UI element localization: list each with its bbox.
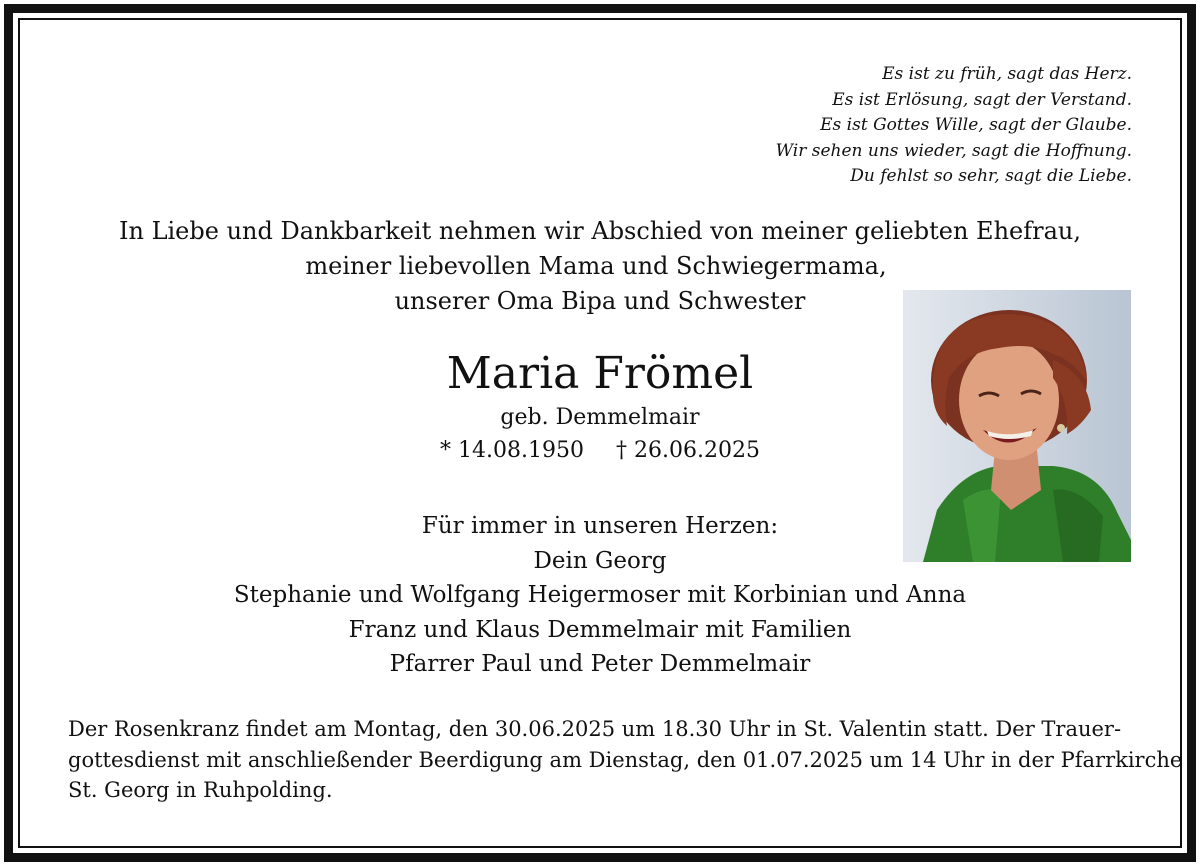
poem: [776, 62, 1132, 190]
poem-line: Es ist Gottes Wille, sagt der Glaube.: [820, 115, 1132, 135]
announcement-line: gottesdienst mit anschließender Beerdigung am Dienstag, den 01.07.2025 um 14 Uhr in der Pfarrkirche: [68, 747, 1183, 772]
poem-line: Wir sehen uns wieder, sagt die Hoffnung.: [775, 140, 1132, 161]
intro-line: unserer Oma Bipa und Schwester: [394, 287, 806, 315]
mourner-line: Dein Georg: [533, 547, 667, 574]
deceased-name: Maria Frömel: [446, 348, 754, 399]
poem-line: Du fehlst so sehr, sagt die Liebe.: [850, 166, 1132, 186]
death-date: † 26.06.2025: [616, 438, 760, 463]
poem-line: Es ist Erlösung, sagt der Verstand.: [832, 89, 1132, 110]
announcement-line: St. Georg in Ruhpolding.: [68, 778, 333, 802]
maiden-name: geb. Demmelmair: [500, 405, 700, 430]
mourner-line: Pfarrer Paul und Peter Demmelmair: [389, 651, 811, 677]
announcement-line: Der Rosenkranz findet am Montag, den 30.06.2025 um 18.30 Uhr in St. Valentin statt. Der Trauer-: [68, 717, 1122, 741]
portrait-photo: [903, 290, 1131, 562]
intro-line: meiner liebevollen Mama und Schwiegermama,: [305, 252, 887, 280]
mourners-heading: Für immer in unseren Herzen:: [421, 513, 779, 539]
intro-line: In Liebe und Dankbarkeit nehmen wir Abschied von meiner geliebten Ehefrau,: [119, 217, 1081, 245]
birth-date: * 14.08.1950: [440, 438, 584, 463]
mourner-line: Stephanie und Wolfgang Heigermoser mit Korbinian und Anna: [233, 582, 967, 608]
mourner-line: Franz und Klaus Demmelmair mit Familien: [348, 616, 852, 643]
poem-line: Es ist zu früh, sagt das Herz.: [882, 64, 1132, 84]
funeral-announcement: [68, 714, 1183, 806]
